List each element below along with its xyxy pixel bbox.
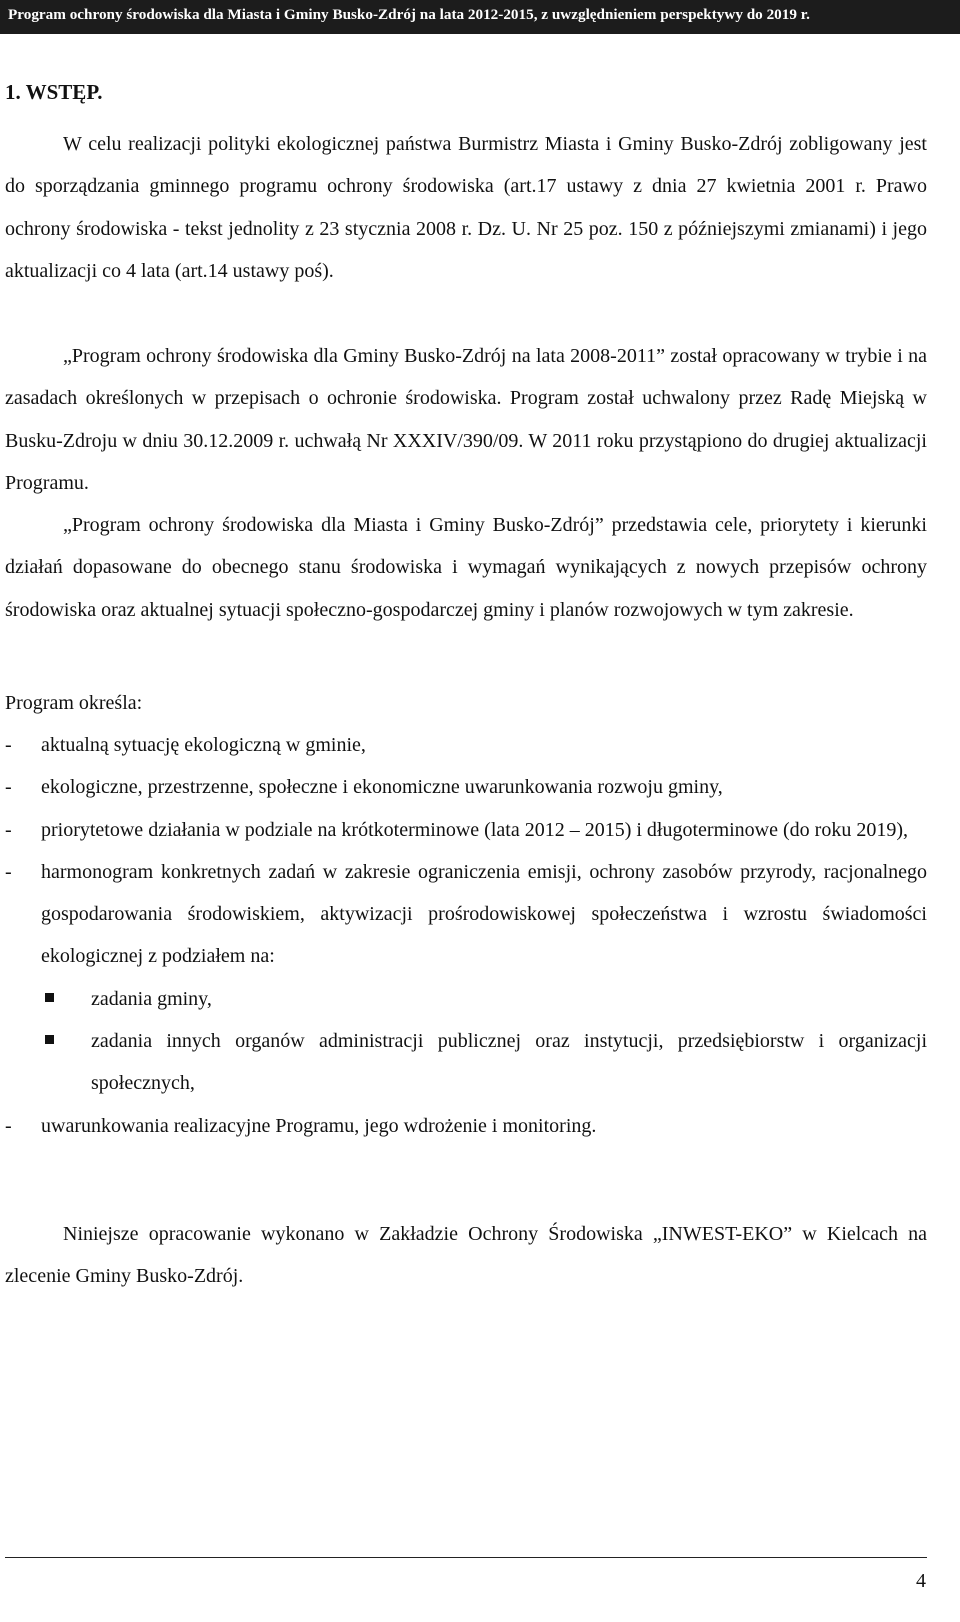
task-sublist <box>41 978 927 1105</box>
list-item-text: harmonogram konkretnych zadań w zakresie ograniczenia emisji, ochrony zasobów przyrody, racjonalnego gospodarowania środowiskiem, aktywizacji prośrodowiskowej społeczeństwa i wzrostu świadomości ekologicznej z podziałem na: <box>41 860 927 968</box>
program-contents-list <box>5 724 927 1147</box>
list-item-text: ekologiczne, przestrzenne, społeczne i ekonomiczne uwarunkowania rozwoju gminy, <box>41 776 723 799</box>
dash-bullet: - <box>5 734 12 756</box>
list-item-text: aktualną sytuację ekologiczną w gminie, <box>41 734 366 756</box>
list-item-text: priorytetowe działania w podziale na krótkoterminowe (lata 2012 – 2015) i długoterminowe (do roku 2019), <box>41 818 908 841</box>
paragraph-intro: W celu realizacji polityki ekologicznej państwa Burmistrz Miasta i Gminy Busko-Zdrój zobligowany jest do sporządzania gminnego programu ochrony środowiska (art.17 ustawy z dnia 27 kwietnia 2001 r. Prawo ochrony środowiska - tekst jednolity z 23 stycznia 2008 r. Dz. U. Nr 25 poz. 150 z późniejszymi zmianami) i jego aktualizacji co 4 lata (art.14 ustawy poś). <box>5 133 927 282</box>
dash-bullet: - <box>5 860 12 883</box>
list-item <box>5 766 927 808</box>
dash-bullet: - <box>5 776 12 799</box>
sublist-item-text: zadania innych organów administracji publicznej oraz instytucji, przedsiębiorstw i organizacji społecznych, <box>91 1030 927 1095</box>
section-heading: 1. WSTĘP. <box>5 80 103 104</box>
sublist-item-text: zadania gminy, <box>91 987 212 1010</box>
list-item <box>5 724 927 766</box>
paragraph-prepared-by: Niniejsze opracowanie wykonano w Zakładzie Ochrony Środowiska „INWEST-EKO” w Kielcach na zlecenie Gminy Busko-Zdrój. <box>5 1223 927 1288</box>
footer-divider <box>5 1557 927 1558</box>
paragraph-program-defines: Program określa: <box>5 692 143 714</box>
list-item <box>5 851 927 1105</box>
square-bullet-icon <box>45 1035 54 1044</box>
list-item <box>5 1105 927 1147</box>
sublist-item <box>41 1020 927 1105</box>
list-item <box>5 809 927 851</box>
header-title: Program ochrony środowiska dla Miasta i Gminy Busko-Zdrój na lata 2012-2015, z uwzględnieniem perspektywy do 2019 r. <box>8 6 810 23</box>
document-header <box>0 0 960 34</box>
paragraph-program-scope: „Program ochrony środowiska dla Miasta i Gminy Busko-Zdrój” przedstawia cele, priorytety i kierunki działań dopasowane do obecnego stanu środowiska i wymagań wynikających z nowych przepisów ochrony środowiska oraz aktualnej sytuacji społeczno-gospodarczej gminy i planów rozwojowych w tym zakresie. <box>5 514 927 621</box>
square-bullet-icon <box>45 993 54 1002</box>
sublist-item <box>41 978 927 1020</box>
dash-bullet: - <box>5 1114 12 1137</box>
page-number: 4 <box>916 1570 926 1592</box>
list-item-text: uwarunkowania realizacyjne Programu, jego wdrożenie i monitoring. <box>41 1114 597 1137</box>
dash-bullet: - <box>5 818 12 841</box>
paragraph-previous-program: „Program ochrony środowiska dla Gminy Busko-Zdrój na lata 2008-2011” został opracowany w trybie i na zasadach określonych w przepisach o ochronie środowiska. Program został uchwalony przez Radę Miejską w Busku-Zdroju w dniu 30.12.2009 r. uchwałą Nr XXXIV/390/09. W 2011 roku przystąpiono do drugiej aktualizacji Programu. <box>5 345 927 494</box>
